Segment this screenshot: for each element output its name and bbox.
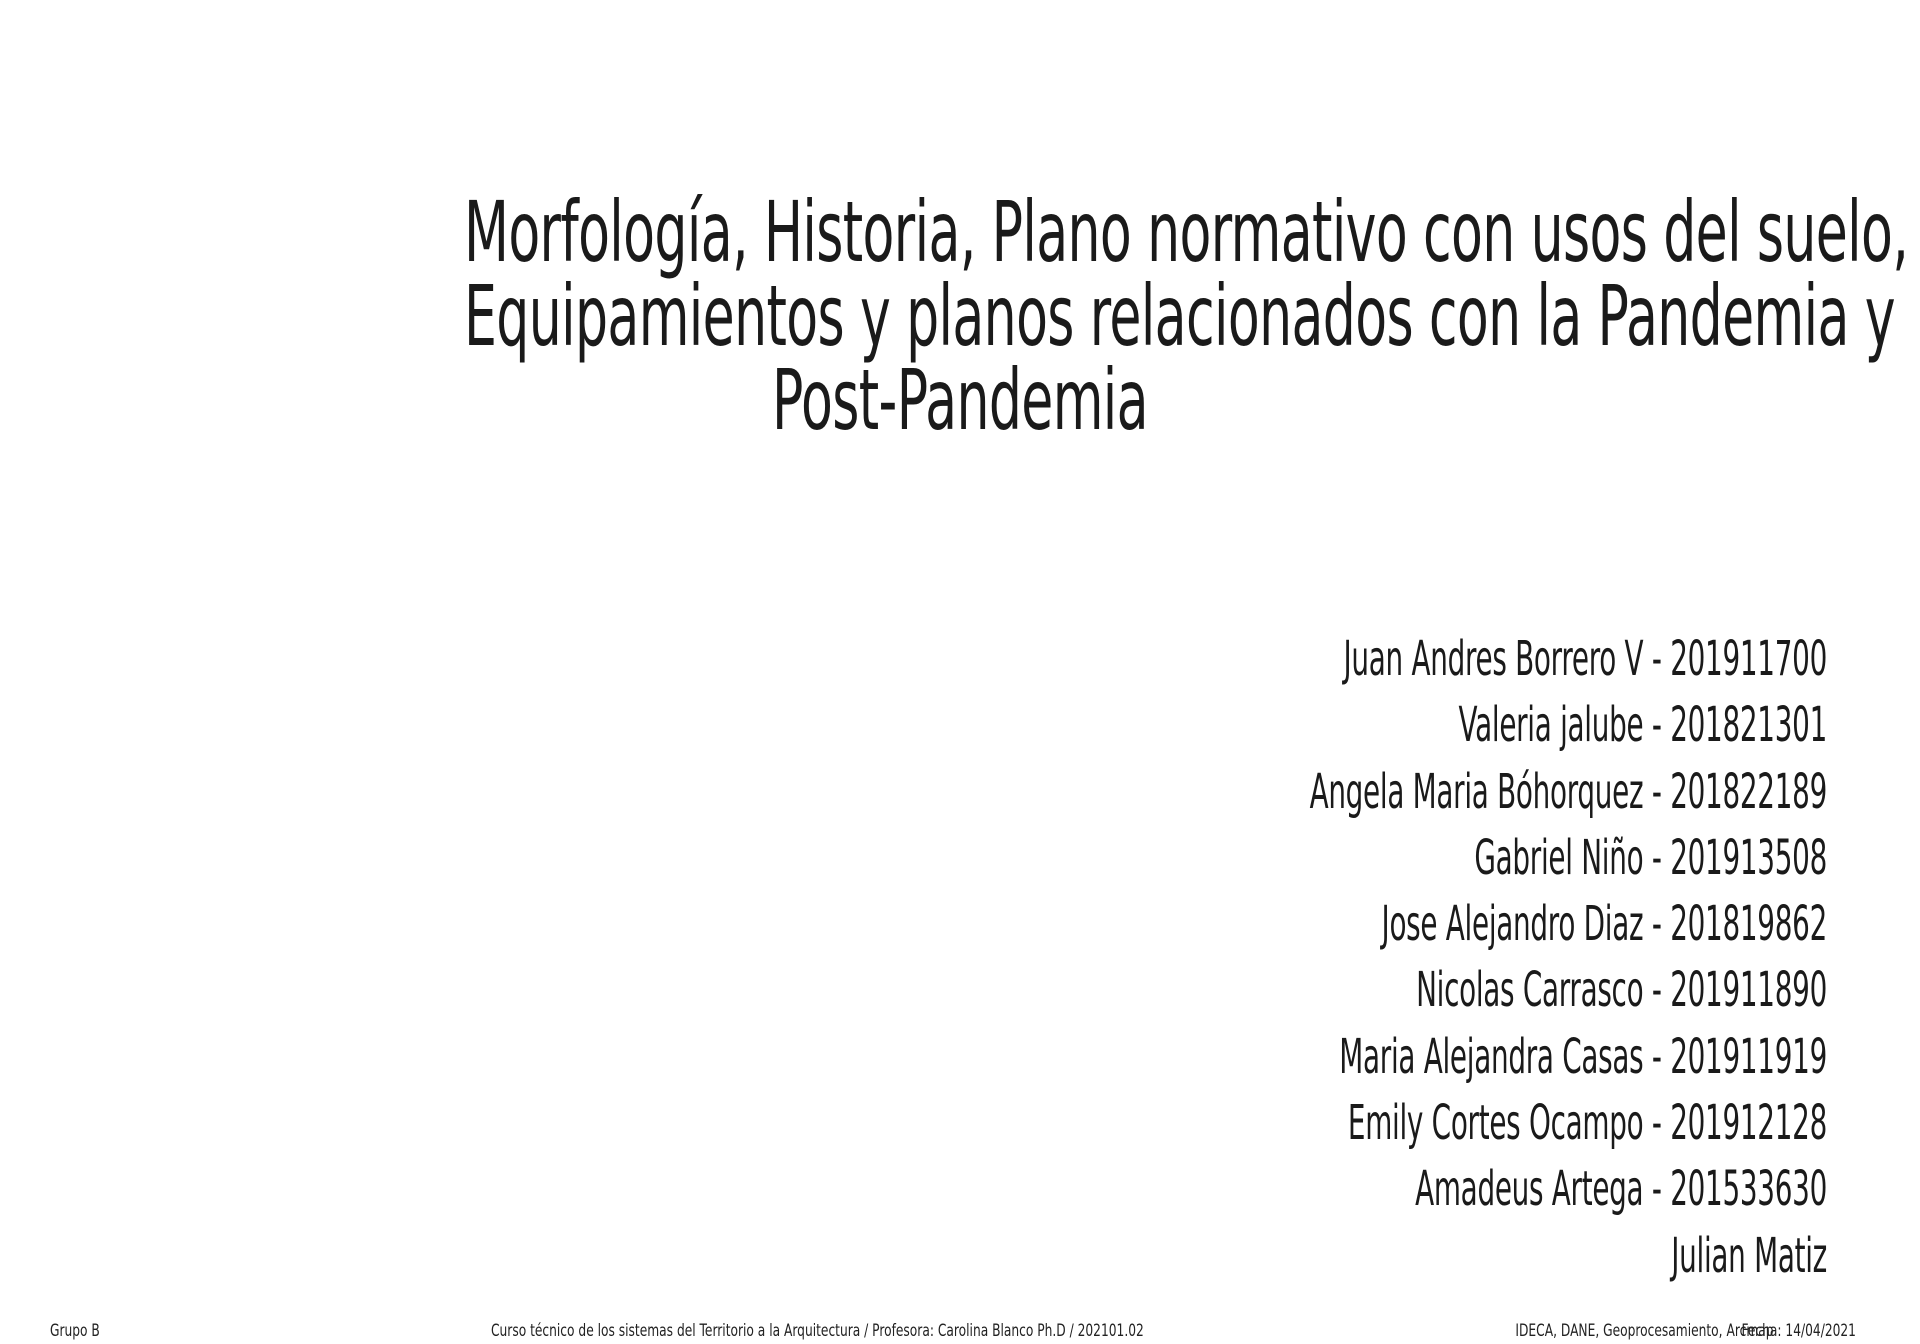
title-line-2: Equipamientos y planos relacionados con la Pandemia y [464,267,1895,365]
member-item: Jose Alejandro Diaz - 201819862 [1381,896,1827,953]
title-line-1: Morfología, Historia, Plano normativo con usos del suelo, [464,183,1909,281]
footer-sources: IDECA, DANE, Geoprocesamiento, Arcmap [1515,1321,1774,1341]
title-line-3: Post-Pandemia [772,351,1148,449]
member-item: Julian Matiz [1671,1227,1827,1284]
member-list [927,626,1827,1289]
footer-course-info: Curso técnico de los sistemas del Territorio a la Arquitectura / Profesora: Carolina Blanco Ph.D / 202101.02 [491,1321,1144,1341]
footer-date: Fecha: 14/04/2021 [1741,1321,1856,1341]
member-item: Nicolas Carrasco - 201911890 [1416,962,1827,1019]
member-item: Amadeus Artega - 201533630 [1415,1161,1827,1218]
member-item: Juan Andres Borrero V - 201911700 [1343,631,1827,687]
member-item: Emily Cortes Ocampo - 201912128 [1347,1095,1827,1152]
member-item: Maria Alejandra Casas - 201911919 [1339,1028,1827,1085]
member-item: Valeria jalube - 201821301 [1458,697,1827,754]
page-title [464,183,1909,449]
member-item: Angela Maria Bóhorquez - 201822189 [1309,763,1827,820]
member-item: Gabriel Niño - 201913508 [1474,829,1827,886]
footer-group-label: Grupo B [50,1321,100,1341]
